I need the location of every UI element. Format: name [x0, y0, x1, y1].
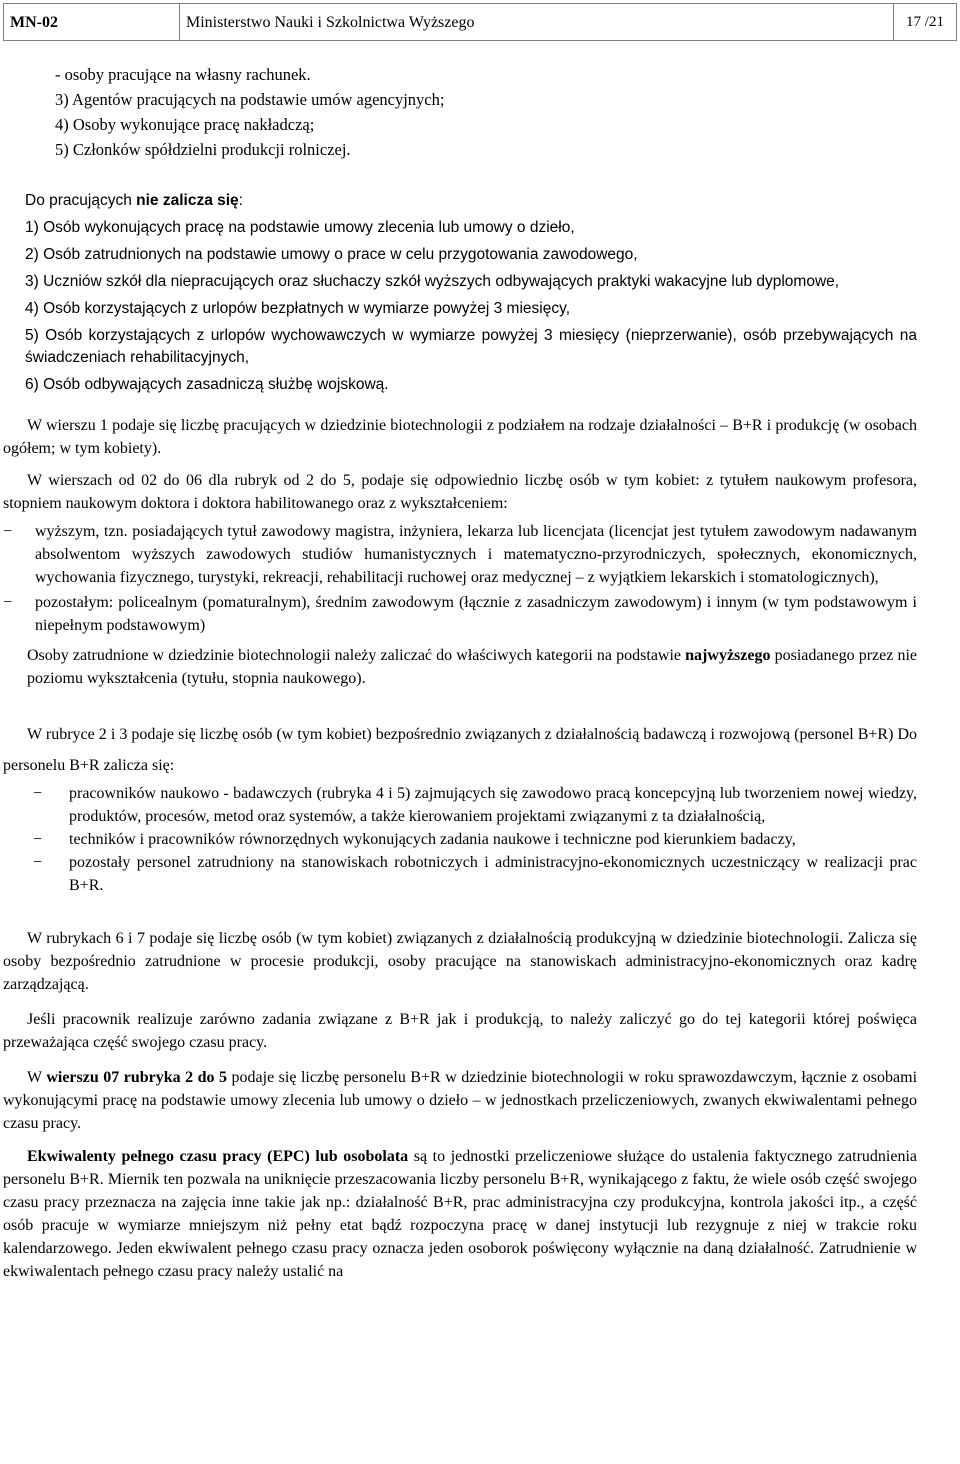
paragraph-rubr23: W rubryce 2 i 3 podaje się liczbę osób (w tym kobiet) bezpośrednio związanych z działalnością badawczą i rozwojową (personel B+R) Do personelu B+R zalicza się: — [3, 726, 917, 774]
dash-icon: − — [33, 854, 43, 871]
paragraph-row1: W wierszu 1 podaje się liczbę pracujących w dziedzinie biotechnologii z podziałem na rodzaje działalności – B+R i produkcję (w osobach ogółem; w tym kobiety). — [3, 417, 917, 457]
paragraph-epc: Ekwiwalenty pełnego czasu pracy (EPC) lub osobolata są to jednostki przeliczeniowe służące do ustalenia faktycznego zatrudnienia personelu B+R. Miernik ten pozwala na uniknięcie przeszacowania liczby personelu B+R, wynikającego z faktu, że wiele osób część swojego czasu pracy przeznacza na zajęcia inne takie jak np.: działalność B+R, prac administracyjna czy produkcyjna, kontrola jakości itp., a część osób pracuje w wymiarze mniejszym niż pełny etat bądź rozpoczyna pracę w danej instytucji lub rezygnuje z niej w trakcie roku kalendarzowego. Jeden ekwiwalent pełnego czasu pracy oznacza jeden osoborok poświęcony wyłącznie na daną działalność. Zatrudnienie w ekwiwalentach pełnego czasu pracy należy ustalić na — [3, 1148, 917, 1280]
excluded-section — [3, 190, 917, 396]
list-item: 2) Osób zatrudnionych na podstawie umowy o prace w celu przygotowania zawodowego, — [25, 246, 638, 263]
list-item: − pozostały personel zatrudniony na stanowiskach robotniczych i administracyjno-ekonomicznych uczestniczący w realizacji prac B+R. — [3, 851, 917, 897]
list-item: 3) Agentów pracujących na podstawie umów agencyjnych; — [55, 90, 445, 109]
paragraph-osoby: Osoby zatrudnione w dziedzinie biotechnologii należy zaliczać do właściwych kategorii na podstawie najwyższego posiadanego przez nie poziomu wykształcenia (tytułu, stopnia naukowego). — [27, 647, 917, 687]
br-personnel-list — [3, 782, 917, 897]
excluded-intro: Do pracujących nie zalicza się: — [25, 192, 243, 209]
list-item: 3) Uczniów szkół dla niepracujących oraz słuchaczy szkół wyższych odbywających praktyki wakacyjne lub dyplomowe, — [25, 273, 840, 290]
list-item: - osoby pracujące na własny rachunek. — [55, 65, 311, 84]
page-number: 17 /21 — [906, 13, 944, 30]
dash-icon: − — [33, 831, 43, 848]
paragraph-row07: W wierszu 07 rubryka 2 do 5 podaje się liczbę personelu B+R w dziedzinie biotechnologii w roku sprawozdawczym, łącznie z osobami wykonującymi pracę na podstawie umowy zlecenia lub umowy o dzieło – w jednostkach przeliczeniowych, zwanych ekwiwalentami pełnego czasu pracy. — [3, 1069, 918, 1132]
list-item: 4) Osoby wykonujące pracę nakładczą; — [55, 115, 315, 134]
list-item: 5) Osób korzystających z urlopów wychowawczych w wymiarze powyżej 3 miesięcy (nieprzerwanie), osób przebywających na świadczeniach rehabilitacyjnych, — [25, 327, 917, 366]
dash-icon: − — [3, 523, 13, 540]
dash-icon: − — [33, 785, 43, 802]
paragraph-rubr67: W rubrykach 6 i 7 podaje się liczbę osób (w tym kobiet) związanych z działalnością produkcyjną w dziedzinie biotechnologii. Zalicza się osoby bezpośrednio zatrudnione w procesie produkcji, osoby pracujące na stanowiskach administracyjno-ekonomicznych oraz kadrę zarządzającą. — [3, 930, 917, 993]
dash-icon: − — [3, 594, 13, 611]
paragraph-rows02-06: W wierszach od 02 do 06 dla rubryk od 2 do 5, podaje się odpowiednio liczbę osób w tym kobiet: z tytułem naukowym profesora, stopniem naukowym doktora i doktora habilitowanego oraz z wykształceniem: — [3, 472, 917, 512]
list-item: 5) Członków spółdzielni produkcji rolniczej. — [55, 140, 351, 159]
page-header — [3, 3, 957, 41]
list-item: − pozostałym: policealnym (pomaturalnym), średnim zawodowym (łącznie z zasadniczym zawodowym) i innym (w tym podstawowym i niepełnym podstawowym) — [3, 591, 917, 637]
list-item: 1) Osób wykonujących pracę na podstawie umowy zlecenia lub umowy o dzieło, — [25, 219, 575, 236]
list-item: − techników i pracowników równorzędnych wykonujących zadania naukowe i techniczne pod kierunkiem badaczy, — [3, 828, 917, 851]
list-item: − wyższym, tzn. posiadających tytuł zawodowy magistra, inżyniera, lekarza lub licencjata (licencjat jest tytułem zawodowym nadawanym absolwentom wyższych zawodowych studiów humanistycznych i matematyczno-przyrodniczych, społecznych, ekonomicznych, wychowania fizycznego, turystyki, rekreacji, rehabilitacji ruchowej oraz medycznej – z wyjątkiem lekarskich i stomatologicznych), — [3, 520, 917, 589]
list-item: 4) Osób korzystających z urlopów bezpłatnych w wymiarze powyżej 3 miesięcy, — [25, 300, 570, 317]
paragraph-jesli: Jeśli pracownik realizuje zarówno zadania związane z B+R jak i produkcją, to należy zaliczyć go do tej kategorii której poświęca przeważająca część swojego czasu pracy. — [3, 1011, 917, 1051]
education-list — [3, 520, 917, 637]
ministry-name: Ministerstwo Nauki i Szkolnictwa Wyższego — [180, 4, 894, 40]
list-item: 6) Osób odbywających zasadniczą służbę wojskową. — [25, 376, 389, 393]
top-list — [3, 62, 917, 162]
list-item: − pracowników naukowo - badawczych (rubryka 4 i 5) zajmujących się zawodowo pracą koncepcyjną lub tworzeniem nowej wiedzy, produktów, procesów, metod oraz systemów, a także kierowaniem projektami związanymi z ta działalnością, — [3, 782, 917, 828]
form-code: MN-02 — [4, 4, 180, 40]
document-body — [3, 62, 917, 1283]
